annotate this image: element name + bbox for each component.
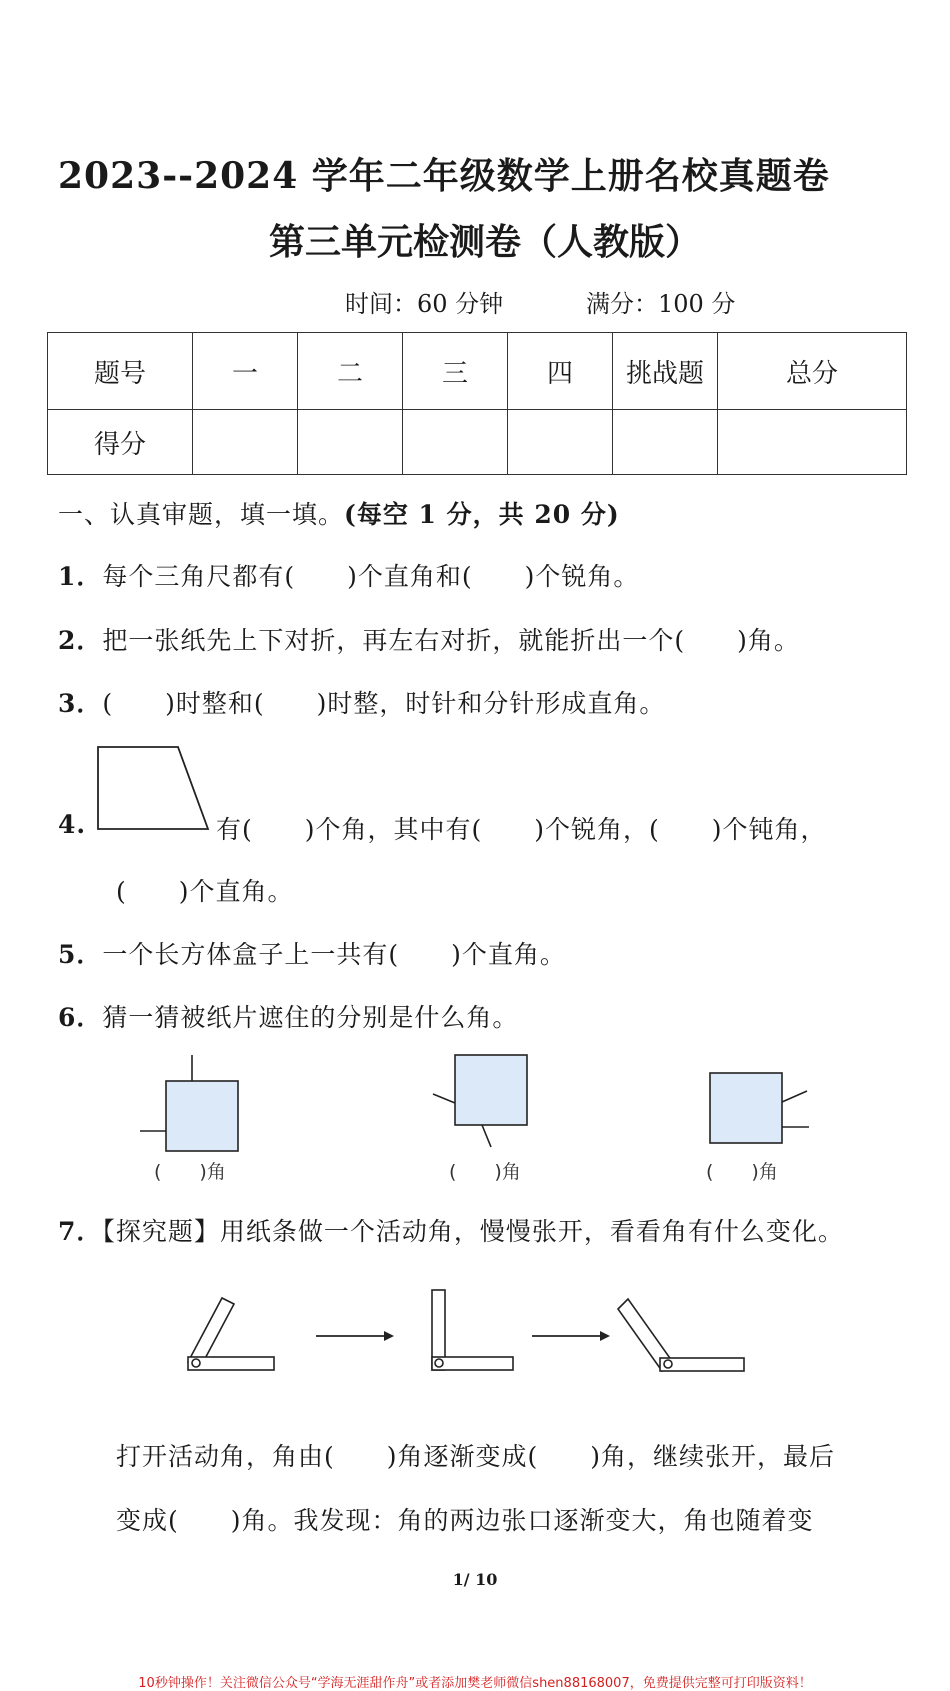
question-number: 4. xyxy=(58,810,87,839)
movable-angle-obtuse xyxy=(618,1295,748,1385)
question-3 xyxy=(58,684,665,720)
exam-time: 时间：60 分钟 xyxy=(345,290,504,318)
header-cell: 总分 xyxy=(718,333,907,410)
trapezoid-figure xyxy=(96,745,216,835)
question-text: 【探究题】用纸条做一个活动角，慢慢张开，看看角有什么变化。 xyxy=(102,1217,844,1246)
question-text: 把一张纸先上下对折，再左右对折，就能折出一个( )角。 xyxy=(102,626,800,655)
question-number: 5． xyxy=(58,940,103,969)
score-cell[interactable] xyxy=(508,410,613,475)
question-5 xyxy=(58,935,566,971)
score-cell[interactable] xyxy=(298,410,403,475)
score-table-score-row xyxy=(48,410,907,475)
title-line-1: 2023--2024 学年二年级数学上册名校真题卷 xyxy=(58,155,830,197)
header-cell: 四 xyxy=(508,333,613,410)
score-cell[interactable] xyxy=(718,410,907,475)
footer-note: 10秒钟操作！关注微信公众号“学海无涯甜作舟”或者添加樊老师微信shen88168007，免费提供完整可打印版资料！ xyxy=(138,1676,812,1691)
covered-angle-2 xyxy=(430,1050,540,1160)
covered-angle-3 xyxy=(705,1060,815,1170)
question-number: 7． xyxy=(58,1217,103,1246)
question-text: 每个三角尺都有( )个直角和( )个锐角。 xyxy=(102,562,640,591)
section-heading-score: (每空 1 分，共 20 分) xyxy=(344,500,620,529)
question-4-number xyxy=(58,810,86,839)
row-label: 得分 xyxy=(48,410,193,475)
question-4: 有( )个角，其中有( )个锐角，( )个钝角， xyxy=(216,815,827,844)
movable-angle-right xyxy=(430,1288,520,1378)
question-text: 猜一猜被纸片遮住的分别是什么角。 xyxy=(102,1003,519,1032)
question-number: 3． xyxy=(58,689,103,718)
score-cell[interactable] xyxy=(403,410,508,475)
arrow-icon xyxy=(316,1330,396,1342)
score-cell[interactable] xyxy=(613,410,718,475)
angle-2-blank: ( )角 xyxy=(449,1161,521,1183)
question-7 xyxy=(58,1212,844,1248)
header-cell: 题号 xyxy=(48,333,193,410)
question-number: 2． xyxy=(58,626,103,655)
question-number: 1． xyxy=(58,562,103,591)
score-table-header-row xyxy=(48,333,907,410)
question-6 xyxy=(58,998,518,1034)
header-cell: 挑战题 xyxy=(613,333,718,410)
section-heading xyxy=(58,495,620,531)
score-cell[interactable] xyxy=(193,410,298,475)
covered-angle-1 xyxy=(140,1055,250,1165)
page-number: 1/ 10 xyxy=(452,1570,498,1589)
question-number: 6． xyxy=(58,1003,103,1032)
question-text: ( )时整和( )时整，时针和分针形成直角。 xyxy=(102,689,666,718)
question-2 xyxy=(58,621,800,657)
full-score: 满分：100 分 xyxy=(586,290,736,318)
score-table xyxy=(47,332,907,475)
question-1 xyxy=(58,557,639,593)
question-7-paragraph-2: 变成( )角。我发现：角的两边张口逐渐变大，角也随着变 xyxy=(116,1506,814,1535)
title-line-2: 第三单元检测卷（人教版） xyxy=(268,221,701,263)
section-heading-main: 一、认真审题，填一填。 xyxy=(58,500,345,529)
header-cell: 一 xyxy=(193,333,298,410)
header-cell: 三 xyxy=(403,333,508,410)
header-cell: 二 xyxy=(298,333,403,410)
question-4-line-2: ( )个直角。 xyxy=(116,877,294,906)
angle-3-blank: ( )角 xyxy=(706,1161,778,1183)
movable-angle-acute xyxy=(188,1290,278,1380)
angle-1-blank: ( )角 xyxy=(154,1161,226,1183)
question-7-paragraph-1: 打开活动角，角由( )角逐渐变成( )角，继续张开，最后 xyxy=(116,1442,836,1471)
arrow-icon xyxy=(532,1330,612,1342)
question-text: 一个长方体盒子上一共有( )个直角。 xyxy=(102,940,566,969)
